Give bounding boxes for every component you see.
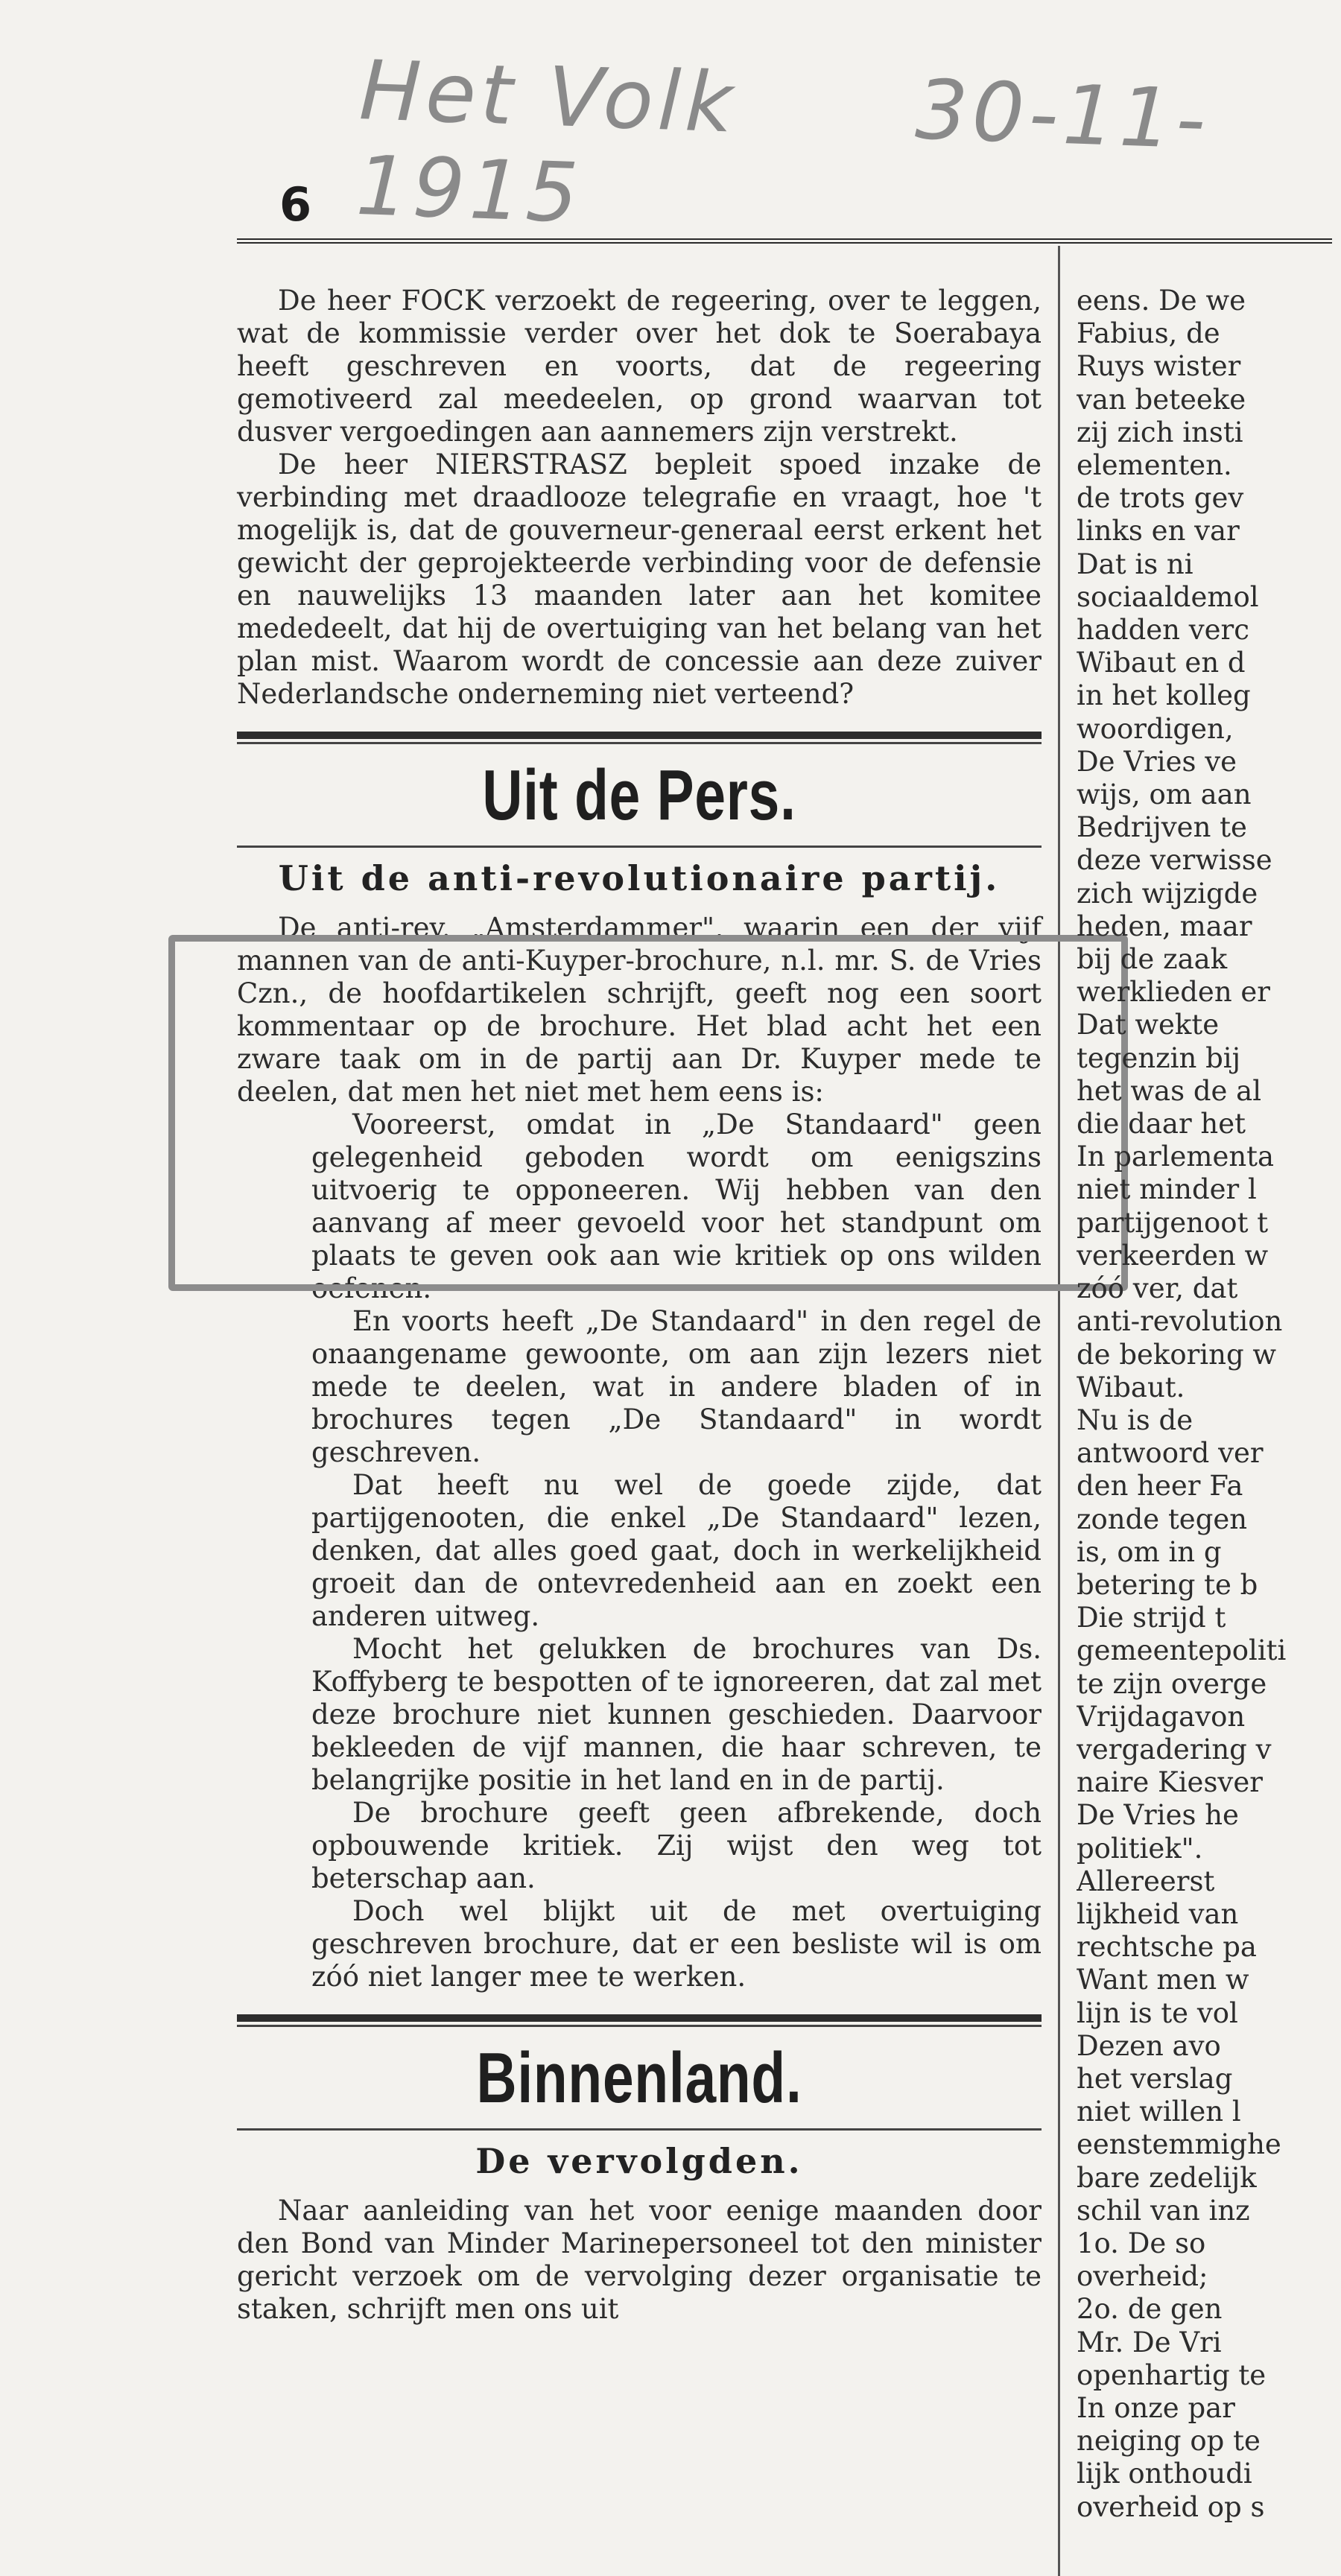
side-column-line: politiek". (1077, 1832, 1203, 1865)
side-column-line: eenstemmighe (1077, 2128, 1281, 2161)
side-column-line: openhartig te (1077, 2358, 1266, 2391)
handwritten-date: 30-11-1915 (354, 62, 1212, 241)
side-column-line: Bedrijven te (1077, 811, 1247, 844)
section-rule (237, 732, 1042, 739)
side-column-line: 2o. de gen (1077, 2293, 1223, 2326)
side-column-line: bare zedelijk (1077, 2161, 1257, 2194)
side-column-line: gemeentepoliti (1077, 1634, 1287, 1667)
side-column-line: niet minder l (1077, 1173, 1257, 1206)
side-column-line: Wibaut en d (1077, 647, 1246, 679)
quote-paragraph: En voorts heeft „De Standaard" in den regel de onaangename gewoonte, om aan zijn lezers niet mede te deelen, wat in andere bladen of in brochures tegen „De Standaard" in wordt geschreven. (311, 1305, 1042, 1468)
side-column-line: Dat is ni (1077, 548, 1193, 580)
section-rule-thin (237, 742, 1042, 744)
quote-paragraph: Doch wel blijkt uit de met overtuiging geschreven brochure, dat er een besliste wil is om zóó niet langer mee te werken. (311, 1895, 1042, 1993)
side-column-line: zich wijzigde (1077, 877, 1258, 910)
side-column-line: Mr. De Vri (1077, 2326, 1222, 2358)
side-column-line: 1o. De so (1077, 2227, 1206, 2259)
top-rule (237, 238, 1332, 244)
section-rule-thin (237, 846, 1042, 848)
side-column-line: de bekoring w (1077, 1338, 1277, 1371)
side-column-line: eens. De we (1077, 285, 1246, 317)
side-column-line: in het kolleg (1077, 679, 1251, 712)
side-column-line: neiging op te (1077, 2425, 1261, 2458)
side-column-line: de trots gev (1077, 482, 1244, 515)
side-column-line: van beteeke (1077, 383, 1246, 416)
side-column-line: zonde tegen (1077, 1503, 1248, 1535)
side-column-line: Wibaut. (1077, 1371, 1185, 1403)
handwritten-annotation (355, 42, 1341, 267)
side-column-line: bij de zaak (1077, 943, 1228, 976)
side-column-line: Vrijdagavon (1077, 1700, 1246, 1733)
handwritten-paper-name: Het Volk (358, 42, 739, 151)
side-column-line: lijn is te vol (1077, 1996, 1238, 2029)
side-column-line: overheid; (1077, 2260, 1208, 2293)
side-column-line: niet willen l (1077, 2096, 1241, 2128)
article-title-vervolgden: De vervolgden. (475, 2141, 803, 2181)
paragraph-fock: De heer FOCK verzoekt de regeering, over te leggen, wat de kommissie verder over het dok te Soerabaya heeft geschreven en voorts, dat de regeering gemotiveerd zal meedeelen, op grond waarvan tot dusver vergoedingen aan aannemers zijn verstrekt. (237, 285, 1042, 448)
side-column-line: deze verwisse (1077, 844, 1272, 877)
side-column-line: naire Kiesver (1077, 1766, 1263, 1799)
side-column-line: het verslag (1077, 2062, 1233, 2095)
side-column-line: Dat wekte (1077, 1009, 1220, 1041)
side-column-line: te zijn overge (1077, 1667, 1267, 1700)
side-column-line: betering te b (1077, 1568, 1258, 1601)
article-intro: De anti-rev. „Amsterdammer", waarin een der vijf mannen van de anti-Kuyper-brochure, n.l. mr. S. de Vries Czn., de hoofdartikelen schrijft, geeft nog een soort kommentaar op de brochure. Het blad acht het een zware taak om in de partij aan Dr. Kuyper mede te deelen, dat men het niet met hem eens is: (237, 912, 1042, 1108)
side-column-line: De Vries he (1077, 1799, 1239, 1832)
side-column-line: lijkheid van (1077, 1897, 1239, 1930)
side-column-line: vergadering v (1077, 1733, 1272, 1766)
side-column-line: Die strijd t (1077, 1602, 1226, 1634)
side-column-line: den heer Fa (1077, 1470, 1243, 1503)
section-title-binnenland: Binnenland. (476, 2038, 802, 2118)
quote-paragraph: Vooreerst, omdat in „De Standaard" geen gelegenheid geboden wordt om eenigszins uitvoerig te opponeeren. Wij hebben van den aanvang af meer gevoeld voor het standpunt om plaats te geven ook aan wie kritiek op ons wilden oefenen. (311, 1108, 1042, 1304)
side-column-line: partijgenoot t (1077, 1206, 1269, 1239)
section-rule (237, 2014, 1042, 2022)
side-column-line: anti-revolution (1077, 1305, 1283, 1338)
side-column-line: is, om in g (1077, 1535, 1222, 1568)
side-column-line: Ruys wister (1077, 350, 1241, 383)
side-column-line: zij zich insti (1077, 416, 1243, 448)
main-column (237, 285, 1042, 2326)
side-column-line: sociaaldemol (1077, 580, 1259, 613)
side-column-line: die daar het (1077, 1108, 1246, 1141)
side-column-line: Dezen avo (1077, 2029, 1221, 2062)
article-title-anti-rev: Uit de anti-revolutionaire partij. (278, 858, 1001, 898)
side-column-line: het was de al (1077, 1074, 1262, 1107)
quote-paragraph: Mocht het gelukken de brochures van Ds. Koffyberg te bespotten of te ignoreeren, dat zal met deze brochure niet kunnen geschieden. Daarvoor bekleeden de vijf mannen, die haar schreven, te belangrijke positie in het land en in de partij. (311, 1633, 1042, 1796)
marker-highlight-box (168, 935, 1128, 1291)
side-column-line: Allereerst (1077, 1865, 1215, 1897)
quote-paragraph: De brochure geeft geen afbrekende, doch opbouwende kritiek. Zij wijst den weg tot beterschap aan. (311, 1797, 1042, 1894)
side-column-line: rechtsche pa (1077, 1931, 1257, 1964)
article-intro-vervolgden: Naar aanleiding van het voor eenige maanden door den Bond van Minder Marinepersoneel tot den minister gericht verzoek om de vervolging dezer organisatie te staken, schrijft men ons uit (237, 2195, 1042, 2325)
side-column-line: schil van inz (1077, 2194, 1250, 2227)
side-column-line: heden, maar (1077, 910, 1252, 942)
side-column-line: zóó ver, dat (1077, 1272, 1238, 1305)
side-column-line: verkeerden w (1077, 1239, 1269, 1272)
side-column-line: wijs, om aan (1077, 778, 1252, 811)
side-column-line: werklieden er (1077, 976, 1270, 1009)
side-column-line: De Vries ve (1077, 745, 1237, 778)
side-column-line: Fabius, de (1077, 317, 1220, 350)
section-title-pers: Uit de Pers. (482, 755, 796, 835)
side-column (1077, 285, 1341, 2524)
side-column-line: elementen. (1077, 449, 1232, 482)
page-number: 6 (279, 177, 312, 232)
side-column-line: woordigen, (1077, 712, 1234, 745)
paragraph-nierstrasz: De heer NIERSTRASZ bepleit spoed inzake de verbinding met draadlooze telegrafie en vraagt, hoe 't mogelijk is, dat de gouverneur-generaal eerst erkent het gewicht der geprojekteerde verbinding voor de defensie en nauwelijks 13 maanden later aan het komitee mededeelt, dat hij de overtuiging van het belang van het plan mist. Waarom wordt de concessie aan deze zuiver Nederlandsche onderneming niet verteend? (237, 448, 1042, 710)
quote-paragraph: Dat heeft nu wel de goede zijde, dat partijgenooten, die enkel „De Standaard" lezen, denken, dat alles goed gaat, doch in werkelijkheid groeit dan de ontevredenheid aan en zoekt een anderen uitweg. (311, 1469, 1042, 1632)
side-column-line: hadden verc (1077, 614, 1249, 647)
side-column-line: In parlementa (1077, 1141, 1275, 1173)
column-separator (1058, 246, 1060, 2576)
side-column-line: Want men w (1077, 1964, 1249, 1996)
side-column-line: In onze par (1077, 2392, 1235, 2424)
section-rule-thin (237, 2025, 1042, 2027)
section-rule-thin (237, 2128, 1042, 2131)
side-column-line: tegenzin bij (1077, 1041, 1241, 1074)
side-column-line: Nu is de (1077, 1403, 1193, 1436)
side-column-line: links en var (1077, 515, 1240, 548)
side-column-line: overheid op s (1077, 2490, 1265, 2523)
side-column-line: lijk onthoudi (1077, 2458, 1252, 2490)
side-column-line: antwoord ver (1077, 1437, 1264, 1470)
